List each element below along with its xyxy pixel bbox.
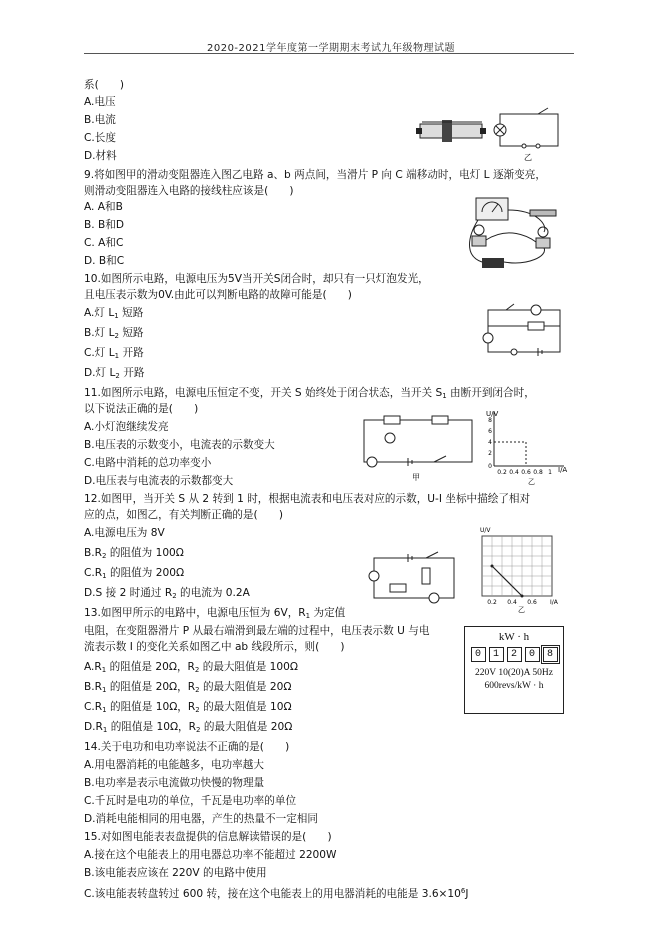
q11-graph-caption: 乙 <box>528 478 535 486</box>
resistor-symbol <box>528 322 544 330</box>
resistor-r1 <box>390 584 406 592</box>
q10-option-d: D.灯 $L_2$ 开路 <box>84 367 145 380</box>
q14-option-b: B.电功率是表示电流做功快慢的物理量 <box>84 777 265 789</box>
battery-box <box>482 258 504 268</box>
q14-option-d: D.消耗电能相同的用电器，产生的热量不一定相同 <box>84 813 318 825</box>
ammeter-symbol <box>369 571 379 581</box>
q13-stem-2: 电阻，在变阻器滑片 P 从最右端滑到最左端的过程中，电压表示数 U 与电 <box>84 625 430 637</box>
q11-ytick-6: 6 <box>488 428 492 435</box>
q12-stem-1: 12.如图甲，当开关 S 从 2 转到 1 时，根据电流表和电压表对应的示数，U-I 坐标中描绘了相对 <box>84 493 531 505</box>
q12-option-b: $B.R_2$ 的阻值为 100Ω <box>84 547 184 560</box>
q12-graph-caption: 乙 <box>518 606 525 614</box>
ammeter-symbol <box>367 457 377 467</box>
q8-option-b: B.电流 <box>84 114 116 126</box>
q8-option-c: C.长度 <box>84 132 116 144</box>
ammeter-symbol <box>483 333 493 343</box>
meter-digit: 0 <box>525 647 540 662</box>
header-rule <box>84 53 574 54</box>
q12-graph-xlabel: I/A <box>550 599 558 606</box>
meter-box <box>476 198 508 220</box>
q9-option-c: C. A和C <box>84 237 124 249</box>
meter-spec: 220V 10(20)A 50Hz <box>475 668 553 678</box>
q10-option-a: A.灯 $L_1$ 短路 <box>84 307 144 320</box>
q10-stem-2: 且电压表示数为0V.由此可以判断电路的故障可能是( ) <box>84 289 352 301</box>
page-header: 2020-2021学年度第一学期期末考试九年级物理试题 <box>206 43 455 54</box>
q10-option-c: C.灯 $L_1$ 开路 <box>84 347 144 360</box>
q11-ui-graph <box>478 406 572 486</box>
q11-ytick-0: 0 <box>488 463 492 470</box>
q11-option-c: C.电路中消耗的总功率变小 <box>84 457 212 469</box>
q11-option-a: A.小灯泡继续发亮 <box>84 421 169 433</box>
q14-stem: 14.关于电功和电功率说法不正确的是( ) <box>84 741 290 753</box>
q11-graph-ylabel: U/V <box>486 410 499 418</box>
q8-option-a: A.电压 <box>84 96 116 108</box>
q9-figure <box>458 196 570 272</box>
q12-option-a: A.电源电压为 8V <box>84 527 165 539</box>
lamp-circuit <box>494 108 558 148</box>
q9-option-d: D. B和C <box>84 255 125 267</box>
q11-xtick-1: 1 <box>548 469 552 476</box>
q15-option-a: A.接在这个电能表上的用电器总功率不能超过 2200W <box>84 849 337 861</box>
q15-stem: 15.对如图电能表表盘提供的信息解读错误的是( ) <box>84 831 332 843</box>
q13-option-d: $D.R_1$ 的阻值是 10Ω，$R_2$ 的最大阻值是 20Ω <box>84 721 293 734</box>
q8-fig-caption: 乙 <box>524 153 532 162</box>
electric-meter-dial <box>464 626 564 714</box>
q15-option-b: B.该电能表应该在 220V 的电路中使用 <box>84 867 267 879</box>
q9-stem-1: 9.将如图甲的滑动变阻器连入图乙电路 a、b 两点间，当滑片 P 向 C 端移动时，电灯 L 逐渐变亮， <box>84 169 546 181</box>
voltmeter-symbol <box>429 593 439 603</box>
resistor-r1 <box>384 416 400 424</box>
q11-option-b: B.电压表的示数变小，电流表的示数变大 <box>84 439 275 451</box>
resistor-r2 <box>422 568 430 584</box>
q14-option-a: A.用电器消耗的电能越多，电功率越大 <box>84 759 264 771</box>
q11-graph-xlabel: I/A <box>558 466 568 474</box>
meter-digit: 0 <box>471 647 486 662</box>
q12-graph-ylabel: U/V <box>480 527 491 534</box>
q13-stem-1: 13.如图甲所示的电路中，电源电压恒为 6V，$R_1$ 为定值 <box>84 607 346 620</box>
q11-fig-left-caption: 甲 <box>412 473 420 482</box>
q11-ytick-2: 2 <box>488 450 492 457</box>
q11-xtick-0.2: 0.2 <box>497 469 507 476</box>
q8-tail: 系( ) <box>84 79 125 91</box>
q12-option-c: $C.R_1$ 的阻值为 200Ω <box>84 567 185 580</box>
meter-digit: 1 <box>489 647 504 662</box>
q12-ui-graph <box>466 524 570 614</box>
meter-unit: kW · h <box>498 631 530 643</box>
q12-xtick-0.6: 0.6 <box>527 599 537 606</box>
q13-stem-3: 流表示数 I 的变化关系如图乙中 ab 线段所示，则( ) <box>84 641 345 653</box>
q11-stem-2: 以下说法正确的是( ) <box>84 403 199 415</box>
resistor-r2 <box>432 416 448 424</box>
meter-digit-decimal: 8 <box>543 647 558 662</box>
q11-xtick-0.6: 0.6 <box>521 469 531 476</box>
q10-figure <box>478 298 570 360</box>
q11-xtick-0.8: 0.8 <box>533 469 543 476</box>
q10-option-b: B.灯 $L_2$ 短路 <box>84 327 144 340</box>
q9-option-b: B. B和D <box>84 219 125 231</box>
q12-option-d: D.S 接 2 时通过 $R_2$ 的电流为 0.2A <box>84 587 250 600</box>
q15-option-c: C.该电能表转盘转过 600 转，接在这个电能表上的用电器消耗的电能是 $3.6\times 10^6J$ <box>84 887 469 900</box>
q11-ytick-4: 4 <box>488 439 492 446</box>
voltmeter-symbol <box>385 433 395 443</box>
meter-digit: 2 <box>507 647 522 662</box>
data-point <box>521 595 524 598</box>
voltmeter-symbol <box>531 305 541 315</box>
q11-circuit-figure <box>354 412 478 482</box>
q14-option-c: C.千瓦时是电功的单位，千瓦是电功率的单位 <box>84 795 297 807</box>
q12-stem-2: 应的点，如图乙，有关判断正确的是( ) <box>84 509 283 521</box>
q9-option-a: A. A和B <box>84 201 123 213</box>
meter-revs: 600revs/kW · h <box>484 681 544 691</box>
data-line <box>492 566 522 596</box>
q13-option-c: $C.R_1$ 的阻值是 10Ω，$R_2$ 的最大阻值是 10Ω <box>84 701 292 714</box>
q13-option-b: $B.R_1$ 的阻值是 20Ω，$R_2$ 的最大阻值是 20Ω <box>84 681 292 694</box>
q11-stem-1: 11.如图所示电路，电源电压恒定不变，开关 S 始终处于闭合状态，当开关 $S_1$ 由断开到闭合时， <box>84 387 535 400</box>
data-point <box>491 565 494 568</box>
q12-xtick-0.2: 0.2 <box>487 599 497 606</box>
q12-circuit-figure <box>364 548 464 610</box>
q11-option-d: D.电压表与电流表的示数都变大 <box>84 475 234 487</box>
rheostat-device <box>416 120 486 142</box>
q13-option-a: $A.R_1$ 的阻值是 20Ω，$R_2$ 的最大阻值是 100Ω <box>84 661 298 674</box>
q12-xtick-0.4: 0.4 <box>507 599 517 606</box>
q10-stem-1: 10.如图所示电路，电源电压为5V当开关S闭合时，却只有一只灯泡发光， <box>84 273 429 285</box>
q8-figure <box>412 100 570 162</box>
q11-xtick-0.4: 0.4 <box>509 469 519 476</box>
q8-option-d: D.材料 <box>84 150 117 162</box>
meter-digit-row <box>465 647 563 662</box>
q9-stem-2: 则滑动变阻器连入电路的接线柱应该是( ) <box>84 185 294 197</box>
bulb-holder-2 <box>536 227 550 248</box>
q11-ytick-8: 8 <box>488 417 492 424</box>
